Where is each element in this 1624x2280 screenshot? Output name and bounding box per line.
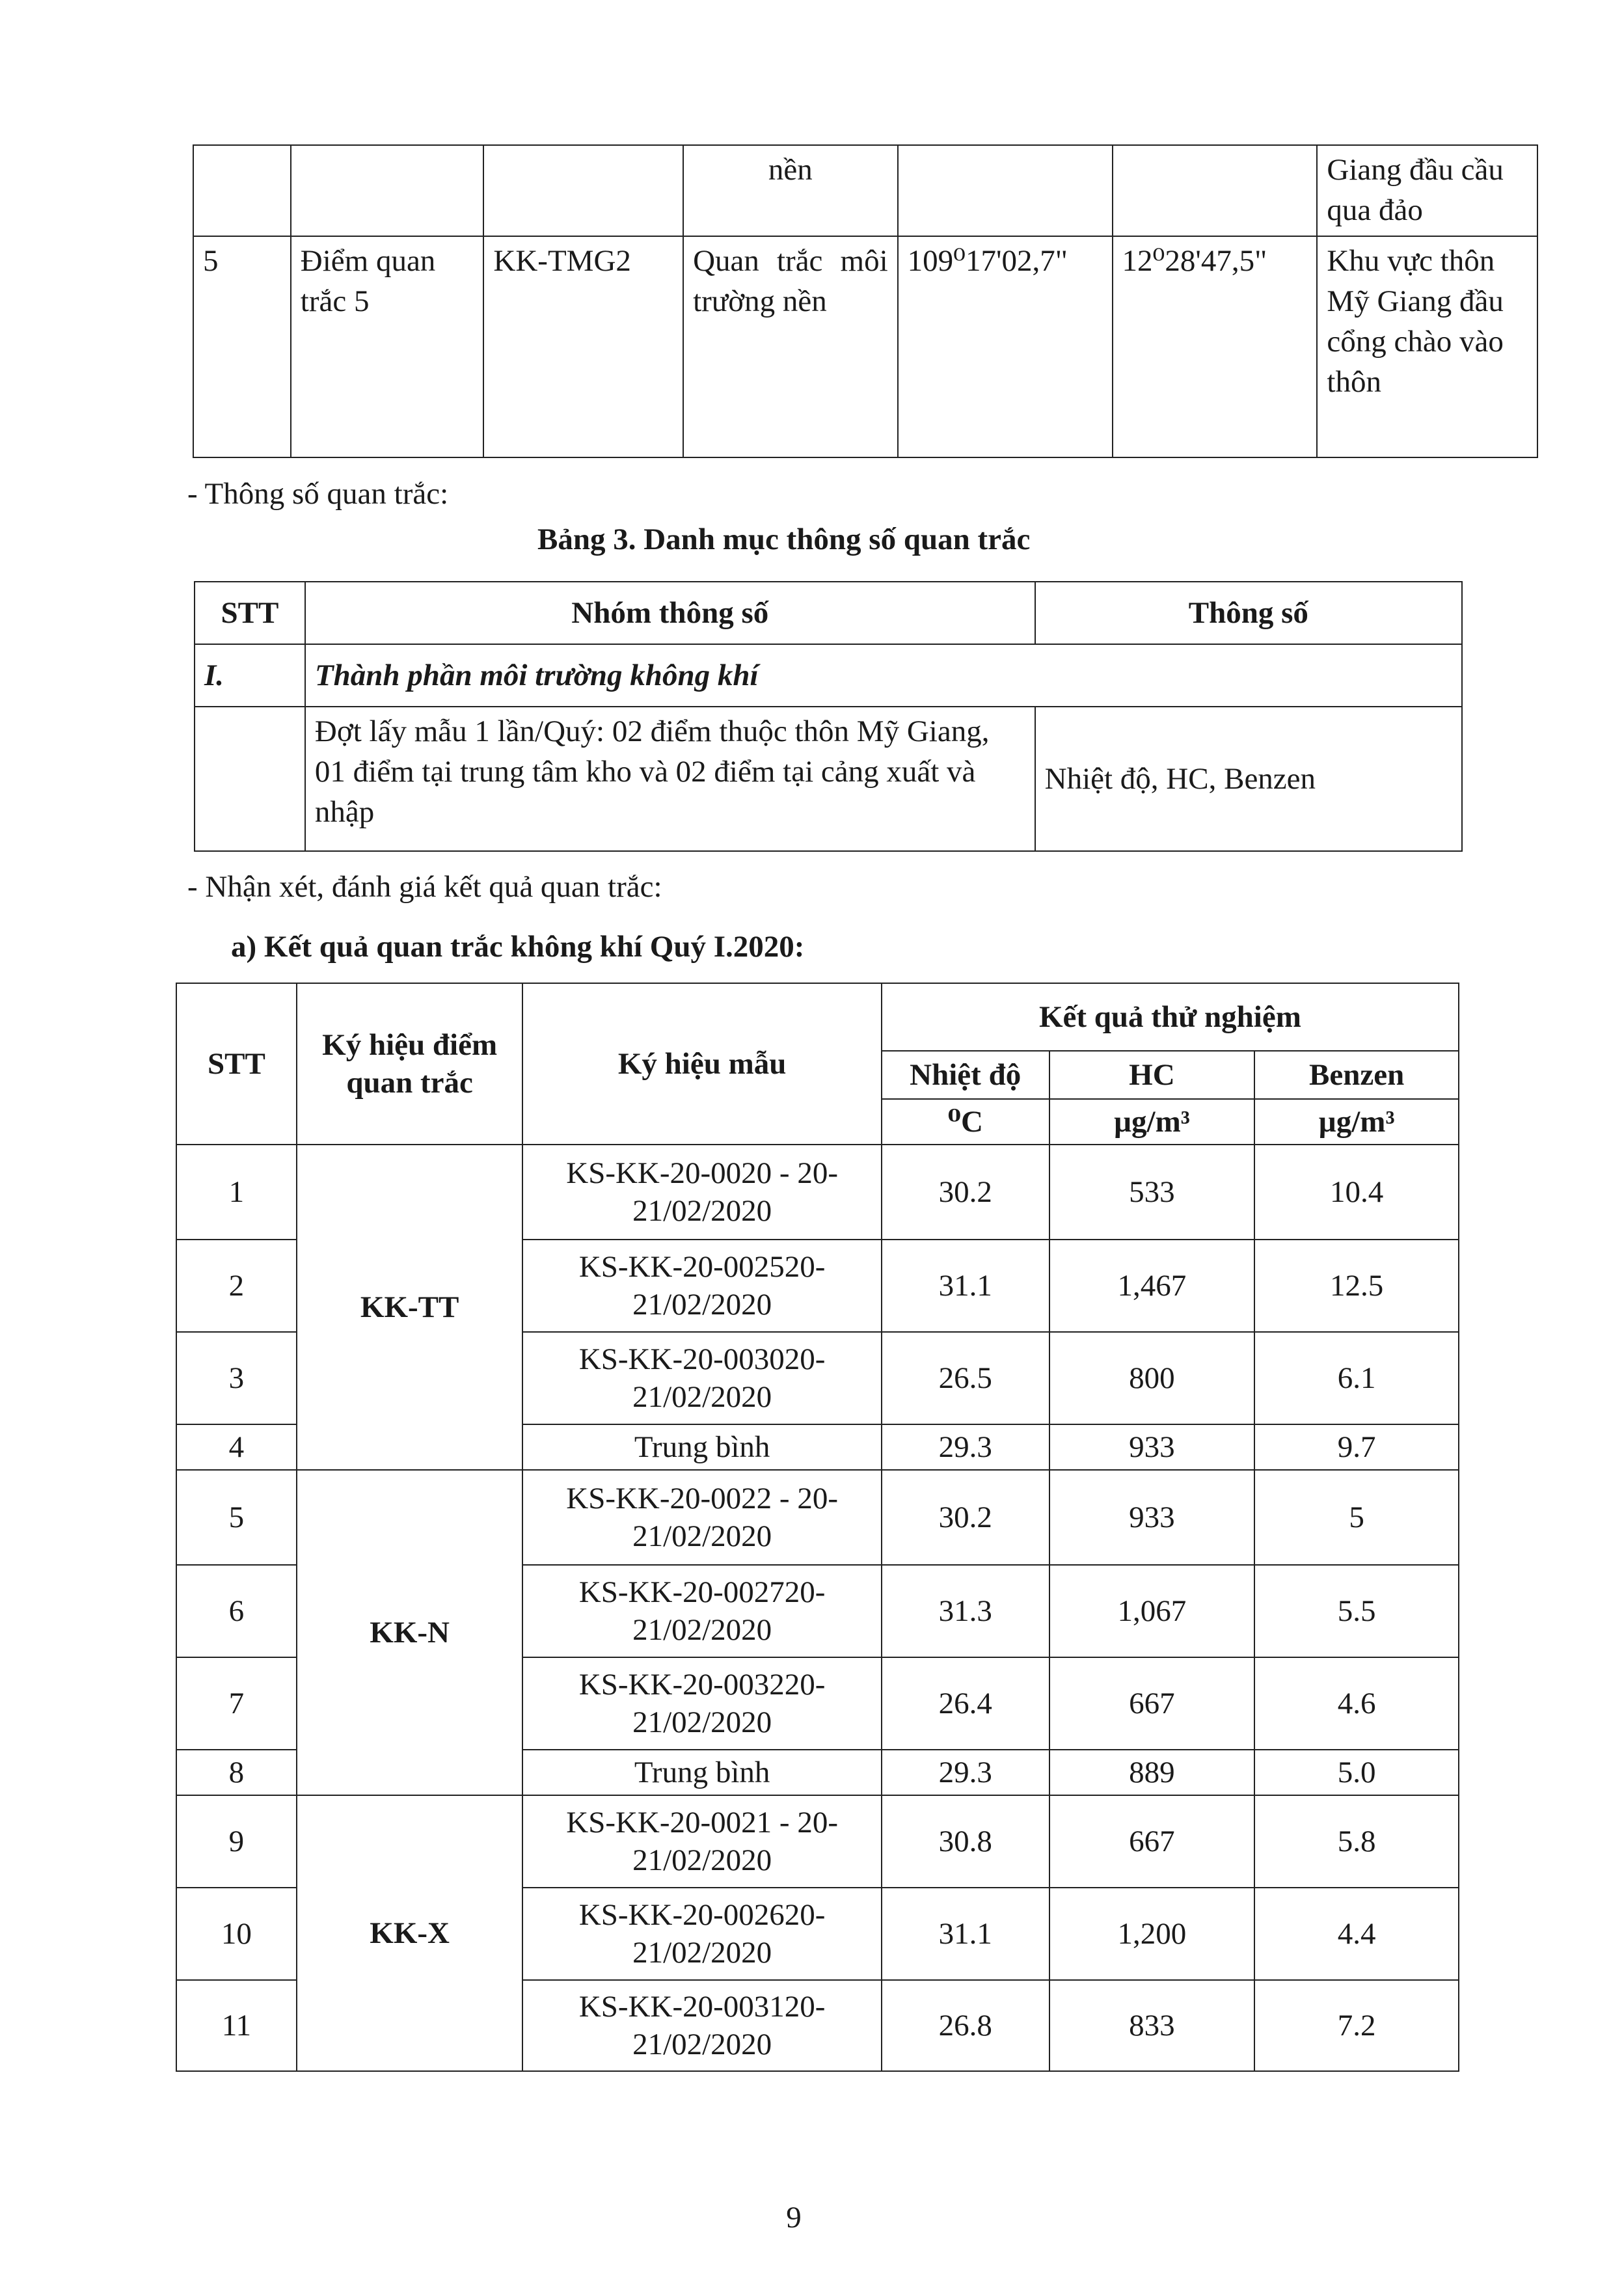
param-intro: - Thông số quan trắc: bbox=[187, 477, 449, 511]
table-row bbox=[176, 1795, 1459, 1888]
temp-cell: 31.3 bbox=[882, 1565, 1049, 1657]
temp-cell: 30.2 bbox=[882, 1470, 1049, 1565]
sample-cell: KS-KK-20-0021 - 20-21/02/2020 bbox=[522, 1795, 881, 1888]
header-temp: Nhiệt độ bbox=[882, 1051, 1049, 1099]
stt-cell: 5 bbox=[193, 236, 291, 457]
sample-cell: KS-KK-20-0022 - 20-21/02/2020 bbox=[522, 1470, 881, 1565]
location-cell: Khu vực thôn Mỹ Giang đầu cổng chào vào thôn bbox=[1317, 236, 1537, 457]
stt-cell: 10 bbox=[176, 1888, 297, 1980]
benzen-cell: 5 bbox=[1254, 1470, 1459, 1565]
sample-cell: KS-KK-20-002520-21/02/2020 bbox=[522, 1240, 881, 1332]
stt-cell: 2 bbox=[176, 1240, 297, 1332]
point-cell: KK-TT bbox=[297, 1145, 523, 1470]
hc-cell: 889 bbox=[1049, 1750, 1255, 1795]
review-intro: - Nhận xét, đánh giá kết quả quan trắc: bbox=[187, 870, 662, 904]
temp-cell: 26.5 bbox=[882, 1332, 1049, 1424]
sample-cell: KS-KK-20-003220-21/02/2020 bbox=[522, 1657, 881, 1750]
stt-cell: 4 bbox=[176, 1424, 297, 1470]
stt-cell: 1 bbox=[176, 1145, 297, 1240]
hc-cell: 1,200 bbox=[1049, 1888, 1255, 1980]
stt-cell: 3 bbox=[176, 1332, 297, 1424]
unit-benzen: µg/m³ bbox=[1254, 1099, 1459, 1145]
benzen-cell: 10.4 bbox=[1254, 1145, 1459, 1240]
header-stt: STT bbox=[176, 983, 297, 1145]
sample-cell: KS-KK-20-003020-21/02/2020 bbox=[522, 1332, 881, 1424]
longitude-cell: 109⁰17'02,7" bbox=[898, 236, 1113, 457]
location-cell: Giang đầu cầu qua đảo bbox=[1317, 145, 1537, 236]
header-results: Kết quả thử nghiệm bbox=[882, 983, 1459, 1051]
hc-cell: 533 bbox=[1049, 1145, 1255, 1240]
stt-cell: 6 bbox=[176, 1565, 297, 1657]
table-row bbox=[176, 1470, 1459, 1565]
point-code-cell: KK-TMG2 bbox=[483, 236, 683, 457]
table3-title: Bảng 3. Danh mục thông số quan trắc bbox=[537, 522, 1031, 556]
hc-cell: 667 bbox=[1049, 1657, 1255, 1750]
section-title: Thành phần môi trường không khí bbox=[305, 644, 1462, 707]
parameter-table bbox=[194, 581, 1463, 852]
table-row bbox=[195, 707, 1462, 851]
hc-cell: 933 bbox=[1049, 1470, 1255, 1565]
benzen-cell: 7.2 bbox=[1254, 1980, 1459, 2071]
temp-cell: 30.8 bbox=[882, 1795, 1049, 1888]
benzen-cell: 9.7 bbox=[1254, 1424, 1459, 1470]
header-stt: STT bbox=[195, 582, 305, 644]
latitude-cell: 12⁰28'47,5" bbox=[1113, 236, 1318, 457]
stt-cell: 8 bbox=[176, 1750, 297, 1795]
temp-cell: 29.3 bbox=[882, 1750, 1049, 1795]
sample-cell: KS-KK-20-002720-21/02/2020 bbox=[522, 1565, 881, 1657]
temp-cell: 31.1 bbox=[882, 1888, 1049, 1980]
temp-cell: 29.3 bbox=[882, 1424, 1049, 1470]
stt-cell: 7 bbox=[176, 1657, 297, 1750]
table-header-row bbox=[195, 582, 1462, 644]
header-group: Nhóm thông số bbox=[305, 582, 1035, 644]
monitoring-points-table bbox=[193, 144, 1538, 458]
header-param: Thông số bbox=[1035, 582, 1462, 644]
benzen-cell: 4.4 bbox=[1254, 1888, 1459, 1980]
header-sample: Ký hiệu mẫu bbox=[522, 983, 881, 1145]
results-table bbox=[176, 983, 1459, 2072]
header-benzen: Benzen bbox=[1254, 1051, 1459, 1099]
sample-cell: KS-KK-20-002620-21/02/2020 bbox=[522, 1888, 881, 1980]
purpose-cell: nền bbox=[683, 145, 898, 236]
group-cell: Đợt lấy mẫu 1 lần/Quý: 02 điểm thuộc thôn Mỹ Giang, 01 điểm tại trung tâm kho và 02 điểm tại cảng xuất và nhập bbox=[305, 707, 1035, 851]
hc-cell: 1,467 bbox=[1049, 1240, 1255, 1332]
sample-cell: KS-KK-20-0020 - 20-21/02/2020 bbox=[522, 1145, 881, 1240]
temp-cell: 26.4 bbox=[882, 1657, 1049, 1750]
header-hc: HC bbox=[1049, 1051, 1255, 1099]
sample-cell: KS-KK-20-003120-21/02/2020 bbox=[522, 1980, 881, 2071]
benzen-cell: 4.6 bbox=[1254, 1657, 1459, 1750]
stt-cell: 11 bbox=[176, 1980, 297, 2071]
benzen-cell: 5.8 bbox=[1254, 1795, 1459, 1888]
benzen-cell: 12.5 bbox=[1254, 1240, 1459, 1332]
subsection-title: a) Kết quả quan trắc không khí Quý I.2020: bbox=[231, 930, 805, 964]
param-cell: Nhiệt độ, HC, Benzen bbox=[1035, 707, 1462, 851]
page-number: 9 bbox=[786, 2201, 802, 2234]
header-point: Ký hiệu điểm quan trắc bbox=[297, 983, 523, 1145]
hc-cell: 1,067 bbox=[1049, 1565, 1255, 1657]
sample-cell: Trung bình bbox=[522, 1424, 881, 1470]
section-row bbox=[195, 644, 1462, 707]
hc-cell: 833 bbox=[1049, 1980, 1255, 2071]
point-cell: KK-N bbox=[297, 1470, 523, 1795]
benzen-cell: 5.0 bbox=[1254, 1750, 1459, 1795]
table-row bbox=[176, 1145, 1459, 1240]
table-row bbox=[193, 236, 1537, 457]
sample-cell: Trung bình bbox=[522, 1750, 881, 1795]
section-number: I. bbox=[195, 644, 305, 707]
hc-cell: 800 bbox=[1049, 1332, 1255, 1424]
stt-cell: 5 bbox=[176, 1470, 297, 1565]
purpose-cell: Quan trắc môi trường nền bbox=[683, 236, 898, 457]
table-header-row bbox=[176, 983, 1459, 1051]
unit-temp: ⁰C bbox=[882, 1099, 1049, 1145]
benzen-cell: 6.1 bbox=[1254, 1332, 1459, 1424]
table-row bbox=[193, 145, 1537, 236]
point-name-cell: Điểm quan trắc 5 bbox=[291, 236, 484, 457]
unit-hc: µg/m³ bbox=[1049, 1099, 1255, 1145]
temp-cell: 30.2 bbox=[882, 1145, 1049, 1240]
temp-cell: 31.1 bbox=[882, 1240, 1049, 1332]
hc-cell: 933 bbox=[1049, 1424, 1255, 1470]
hc-cell: 667 bbox=[1049, 1795, 1255, 1888]
benzen-cell: 5.5 bbox=[1254, 1565, 1459, 1657]
stt-cell: 9 bbox=[176, 1795, 297, 1888]
temp-cell: 26.8 bbox=[882, 1980, 1049, 2071]
point-cell: KK-X bbox=[297, 1795, 523, 2071]
